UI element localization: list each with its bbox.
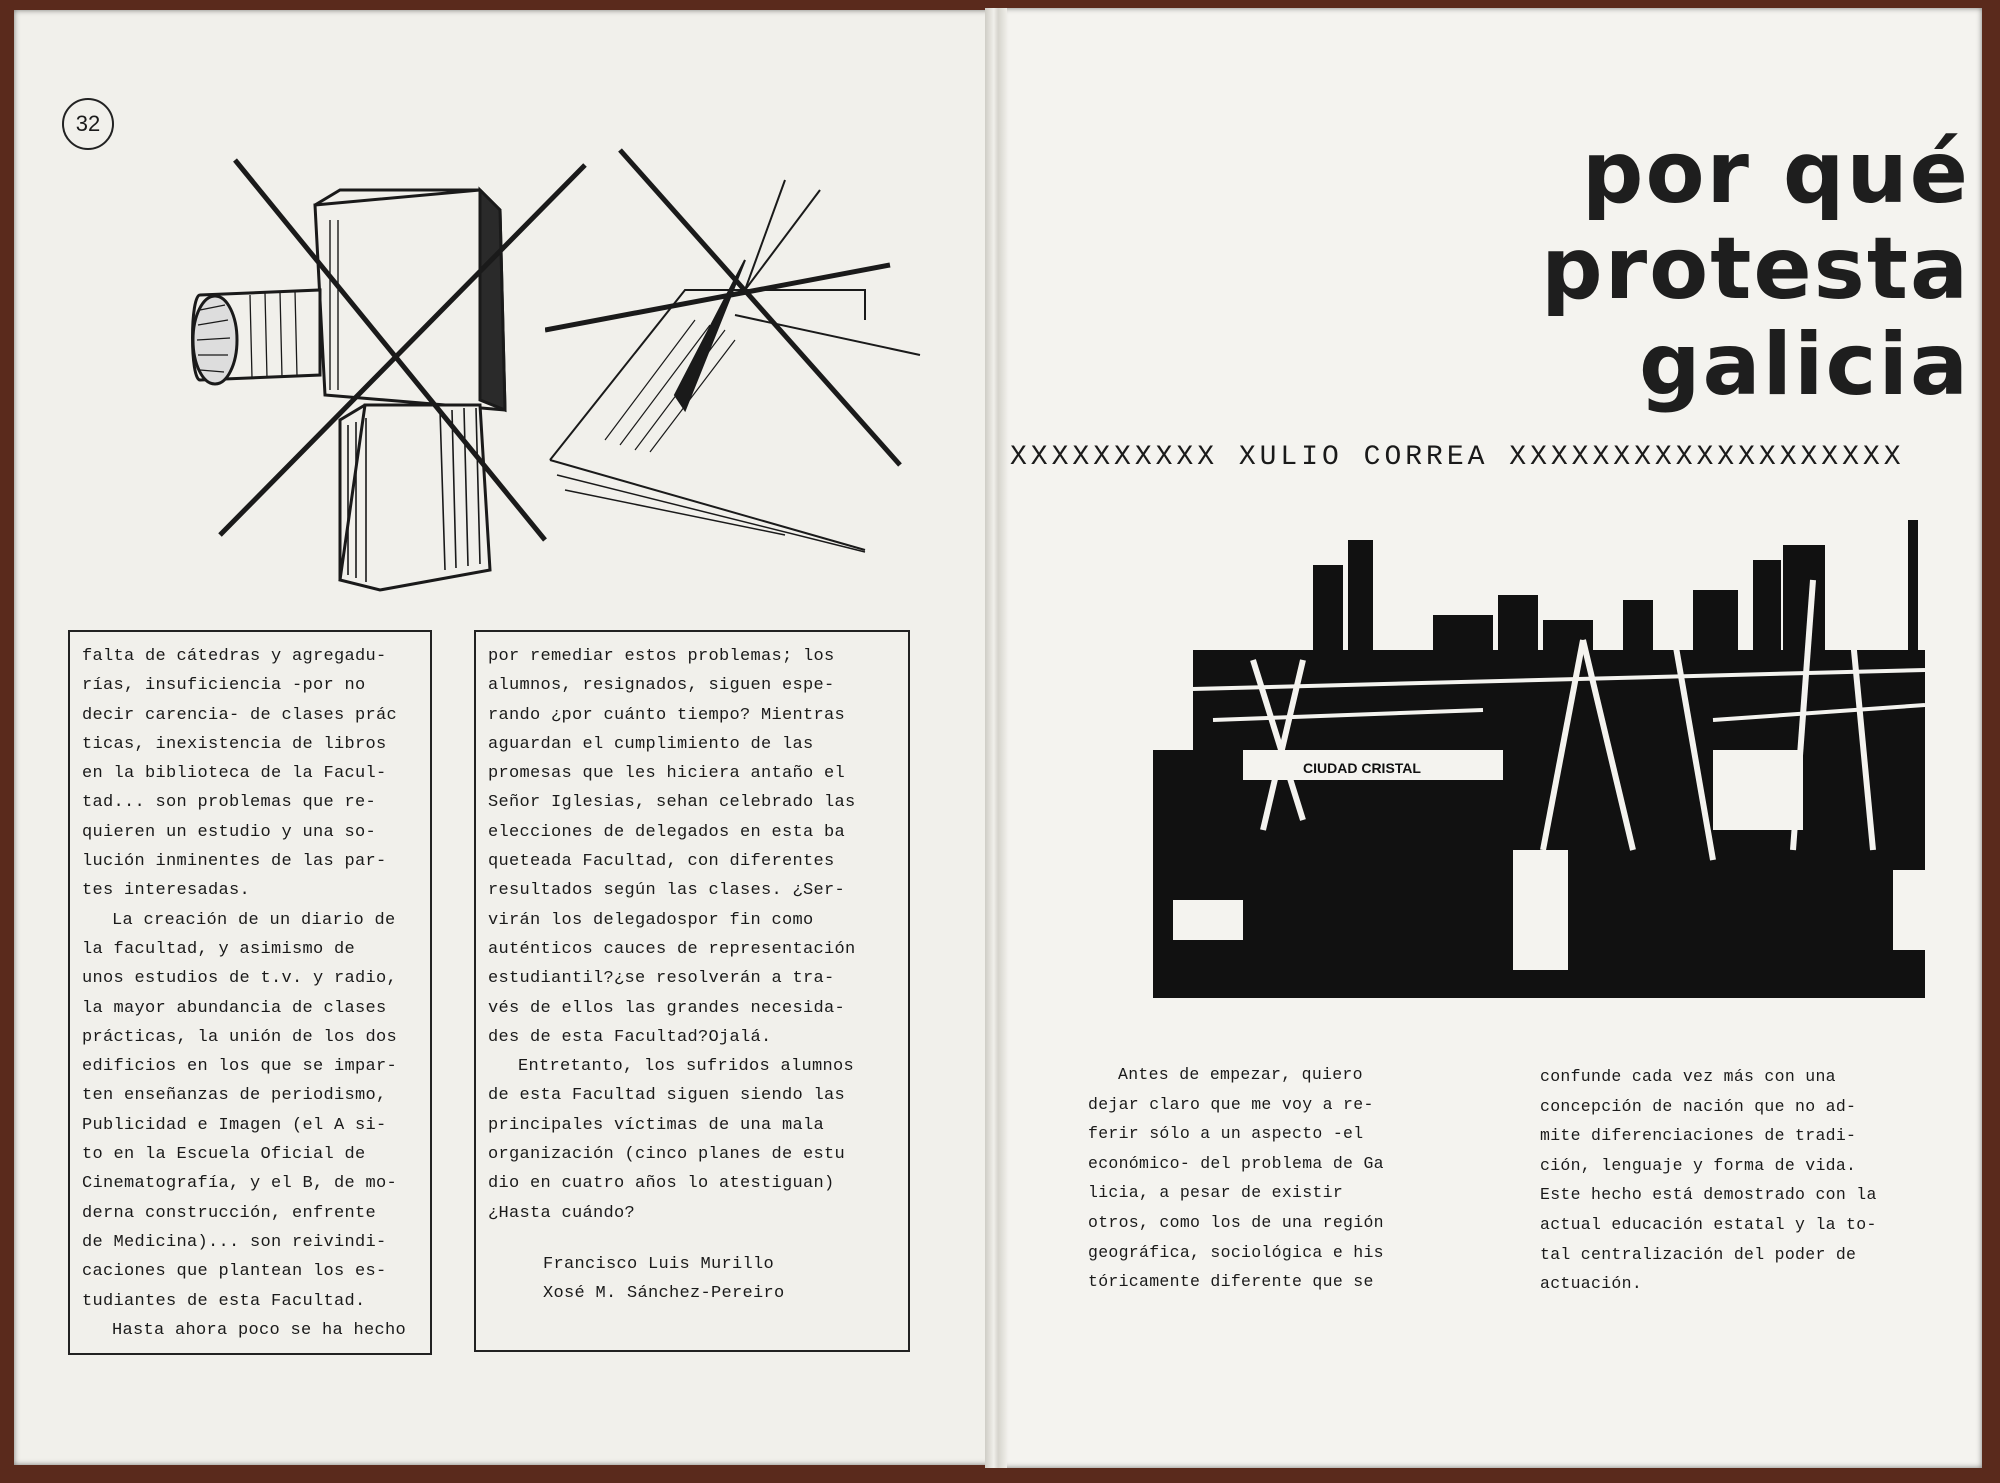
paragraph: La creación de un diario de la facultad, y asimismo de unos estudios de t.v. y radio, la mayor abundancia de clases prácticas, la unión de los dos edificios en los que se impar- ten enseñanzas de periodismo, Publicidad e Imagen (el A si- to en la Escuela Oficial de Cinematografía, y el B, de mo- derna construcción, enfrente de Medicina)... son reivindi- caciones que plantean los es- tudiantes de esta Facultad.: [82, 910, 398, 1311]
title-line: protesta: [1541, 219, 1970, 319]
page-number: 32: [62, 98, 114, 150]
title-line: galicia: [1638, 315, 1970, 415]
author-signature: Francisco Luis Murillo Xosé M. Sánchez-Pereiro: [543, 1254, 785, 1304]
paragraph: confunde cada vez más con una concepción de nación que no ad- mite diferenciaciones de tradi- ción, lenguaje y forma de vida. Este hecho está demostrado con la actual educación estatal y la to- tal centralización del poder de actuación.: [1540, 1067, 1877, 1294]
paragraph: Antes de empezar, quiero dejar claro que me voy a re- ferir sólo a un aspecto -el económico- del problema de Ga licia, a pesar de existir otros, como los de una región geográfica, sociológica e his tóricamente diferente que se: [1088, 1065, 1384, 1292]
harbor-ships-photo: [1153, 520, 1925, 998]
paragraph: por remediar estos problemas; los alumnos, resignados, siguen espe- rando ¿por cuánto tiempo? Mientras aguardan el cumplimiento de las promesas que les hiciera antaño el Señor Iglesias, sehan celebrado las elecciones de delegados en esta ba queteada Facultad, con diferentes resultados según las clases. ¿Ser- virán los delegadospor fin como auténticos cauces de representación estudiantil?¿se resolverán a tra- vés de ellos las grandes necesida- des de esta Facultad?Ojalá.: [488, 647, 856, 1047]
page-gutter: [985, 8, 1007, 1468]
paragraph: falta de cátedras y agregadu- rías, insuficiencia -por no decir carencia- de clases prác ticas, inexistencia de libros en la biblioteca de la Facul- tad... son problemas que re- quieren un estudio y una so- lución inminentes de las par- tes interesadas.: [82, 647, 398, 901]
left-article-column-2: [474, 630, 910, 1352]
crossed-pen-paper-drawing: [545, 140, 930, 560]
right-article-column-2: [1540, 1062, 1940, 1299]
crossed-camera-drawing: [180, 150, 600, 600]
article-title: [1541, 125, 1970, 413]
title-line: por qué: [1581, 123, 1970, 223]
author-byline: XXXXXXXXXX XULIO CORREA XXXXXXXXXXXXXXXXXXX: [1010, 442, 1905, 473]
paragraph: Entretanto, los sufridos alumnos de esta Facultad siguen siendo las principales víctimas de una mala organización (cinco planes de estu dio en cuatro años lo atestiguan) ¿Hasta cuándo?: [488, 1057, 855, 1223]
paragraph: Hasta ahora poco se ha hecho: [112, 1320, 407, 1340]
left-article-column-1: [68, 630, 432, 1355]
right-article-column-1: [1088, 1060, 1448, 1297]
ship-name-label: CIUDAD CRISTAL: [1303, 760, 1421, 776]
